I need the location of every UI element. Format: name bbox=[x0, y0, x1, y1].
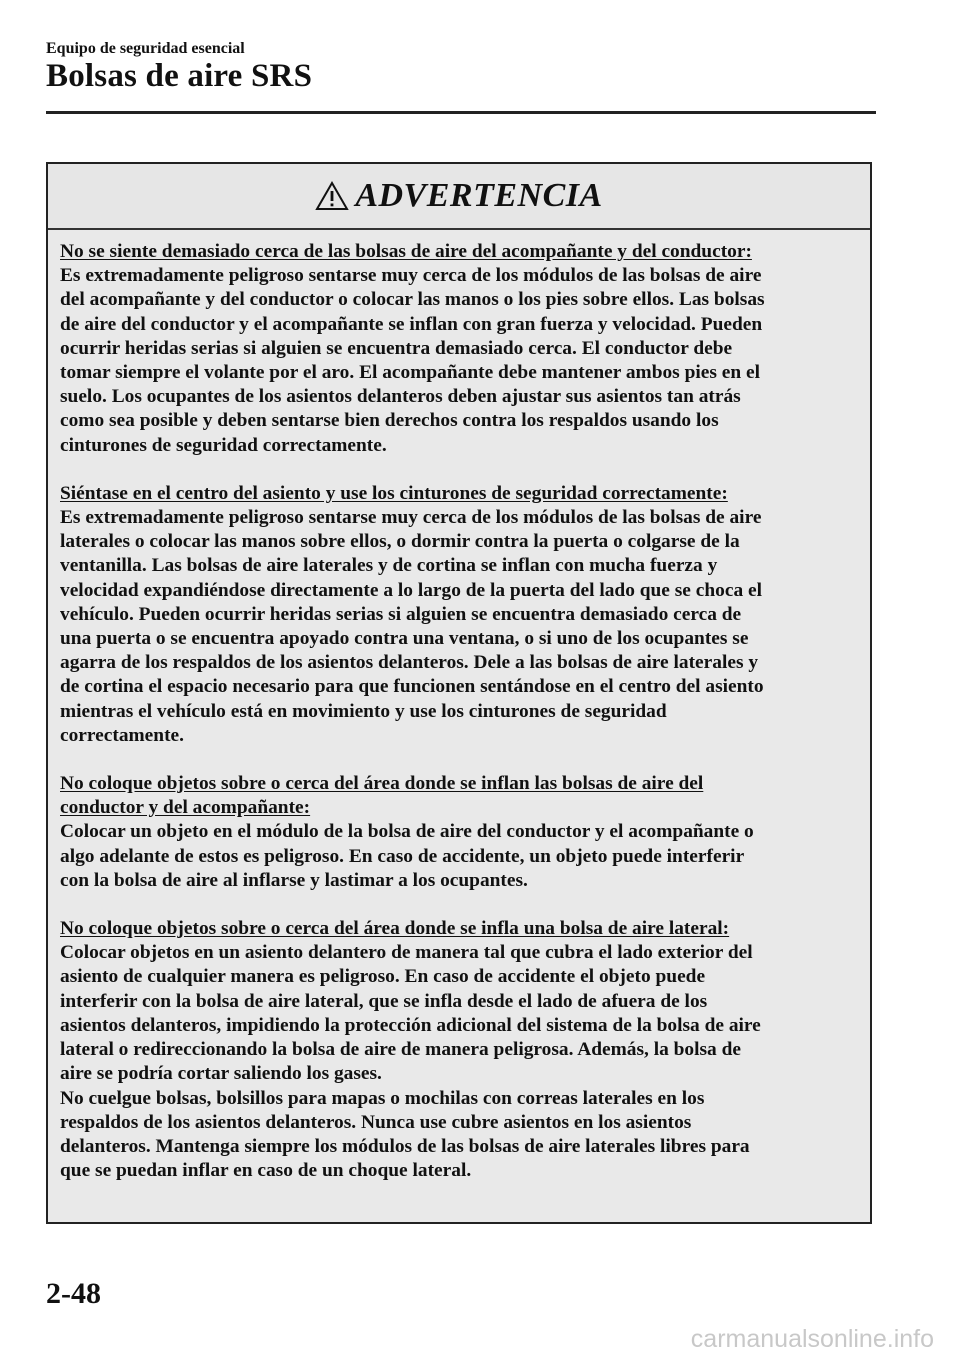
paragraph-heading: No coloque objetos sobre o cerca del área donde se inflan las bolsas de aire del bbox=[60, 773, 704, 795]
paragraph-line: respaldos de los asientos delanteros. Nunca use cubre asientos en los asientos bbox=[60, 1111, 692, 1133]
page-title: Bolsas de aire SRS bbox=[46, 58, 313, 94]
warning-title: ADVERTENCIA bbox=[355, 177, 603, 214]
paragraph-line: No cuelgue bolsas, bolsillos para mapas o mochilas con correas laterales en los bbox=[60, 1087, 705, 1109]
paragraph-line: algo adelante de estos es peligroso. En caso de accidente, un objeto puede interferir bbox=[60, 845, 745, 867]
paragraph-heading: conductor y del acompañante: bbox=[60, 797, 311, 819]
page-number: 2-48 bbox=[46, 1277, 101, 1310]
paragraph-line: ocurrir heridas serias si alguien se encuentra demasiado cerca. El conductor debe bbox=[60, 337, 733, 359]
paragraph-line: ventanilla. Las bolsas de aire laterales y de cortina se inflan con mucha fuerza y bbox=[60, 555, 718, 577]
paragraph-line: que se puedan inflar en caso de un choque lateral. bbox=[60, 1160, 472, 1182]
paragraph-line: de aire del conductor y el acompañante se inflan con gran fuerza y velocidad. Pueden bbox=[60, 313, 763, 335]
paragraph-line: interferir con la bolsa de aire lateral, que se infla desde el lado de afuera de los bbox=[60, 990, 708, 1012]
paragraph-line: laterales o colocar las manos sobre ellos, o dormir contra la puerta o colgarse de la bbox=[60, 531, 740, 553]
paragraph-line: con la bolsa de aire al inflarse y lastimar a los ocupantes. bbox=[60, 869, 528, 891]
paragraph-line: correctamente. bbox=[60, 724, 184, 746]
paragraph-line: de cortina el espacio necesario para que funcionen sentándose en el centro del asiento bbox=[60, 676, 764, 698]
watermark: carmanualsonline.info bbox=[690, 1325, 934, 1353]
paragraph-line: suelo. Los ocupantes de los asientos delanteros deben ajustar sus asientos tan atrás bbox=[60, 386, 741, 408]
paragraph-line: Colocar objetos en un asiento delantero de manera tal que cubra el lado exterior del bbox=[60, 942, 753, 964]
paragraph-line: agarra de los respaldos de los asientos delanteros. Dele a las bolsas de aire laterales y bbox=[60, 652, 759, 674]
paragraph-line: del acompañante y del conductor o colocar las manos o los pies sobre ellos. Las bolsas bbox=[60, 289, 765, 311]
paragraph-line: asientos delanteros, impidiendo la protección adicional del sistema de la bolsa de aire bbox=[60, 1014, 761, 1036]
paragraph-line: una puerta o se encuentra apoyado contra una ventana, o si uno de los ocupantes se bbox=[60, 628, 749, 650]
paragraph-line: cinturones de seguridad correctamente. bbox=[60, 434, 387, 456]
paragraph-heading: No se siente demasiado cerca de las bolsas de aire del acompañante y del conductor: bbox=[60, 241, 752, 262]
paragraph-line: Es extremadamente peligroso sentarse muy cerca de los módulos de las bolsas de aire bbox=[60, 507, 762, 529]
paragraph-line: asiento de cualquier manera es peligroso. En caso de accidente el objeto puede bbox=[60, 966, 706, 988]
paragraph-line: vehículo. Pueden ocurrir heridas serias si alguien se encuentra demasiado cerca de bbox=[60, 603, 742, 625]
warning-box bbox=[46, 162, 872, 1224]
paragraph-heading: Siéntase en el centro del asiento y use los cinturones de seguridad correctamente: bbox=[60, 482, 728, 504]
warning-paragraph bbox=[60, 772, 858, 893]
warning-triangle-icon bbox=[315, 181, 349, 211]
section-label: Equipo de seguridad esencial bbox=[46, 40, 245, 57]
paragraph-line: lateral o redireccionando la bolsa de aire de manera peligrosa. Además, la bolsa de bbox=[60, 1039, 741, 1061]
warning-body bbox=[48, 230, 870, 1183]
paragraph-line: como sea posible y deben sentarse bien derechos contra los respaldos usando los bbox=[60, 410, 719, 432]
title-divider bbox=[46, 111, 876, 114]
warning-paragraph bbox=[60, 240, 858, 458]
paragraph-line: mientras el vehículo está en movimiento y use los cinturones de seguridad bbox=[60, 700, 667, 722]
warning-paragraph bbox=[60, 917, 858, 1183]
paragraph-line: velocidad expandiéndose directamente a lo largo de la puerta del lado que se choca el bbox=[60, 579, 762, 601]
paragraph-line: tomar siempre el volante por el aro. El acompañante debe mantener ambos pies en el bbox=[60, 362, 760, 384]
warning-paragraph bbox=[60, 482, 858, 748]
paragraph-line: Colocar un objeto en el módulo de la bolsa de aire del conductor y el acompañante o bbox=[60, 821, 754, 843]
paragraph-line: Es extremadamente peligroso sentarse muy cerca de los módulos de las bolsas de aire bbox=[60, 265, 762, 287]
paragraph-line: delanteros. Mantenga siempre los módulos de las bolsas de aire laterales libres para bbox=[60, 1135, 750, 1157]
paragraph-line: aire se podría cortar saliendo los gases. bbox=[60, 1063, 382, 1085]
warning-header bbox=[48, 164, 870, 230]
paragraph-heading: No coloque objetos sobre o cerca del área donde se infla una bolsa de aire lateral: bbox=[60, 918, 730, 940]
